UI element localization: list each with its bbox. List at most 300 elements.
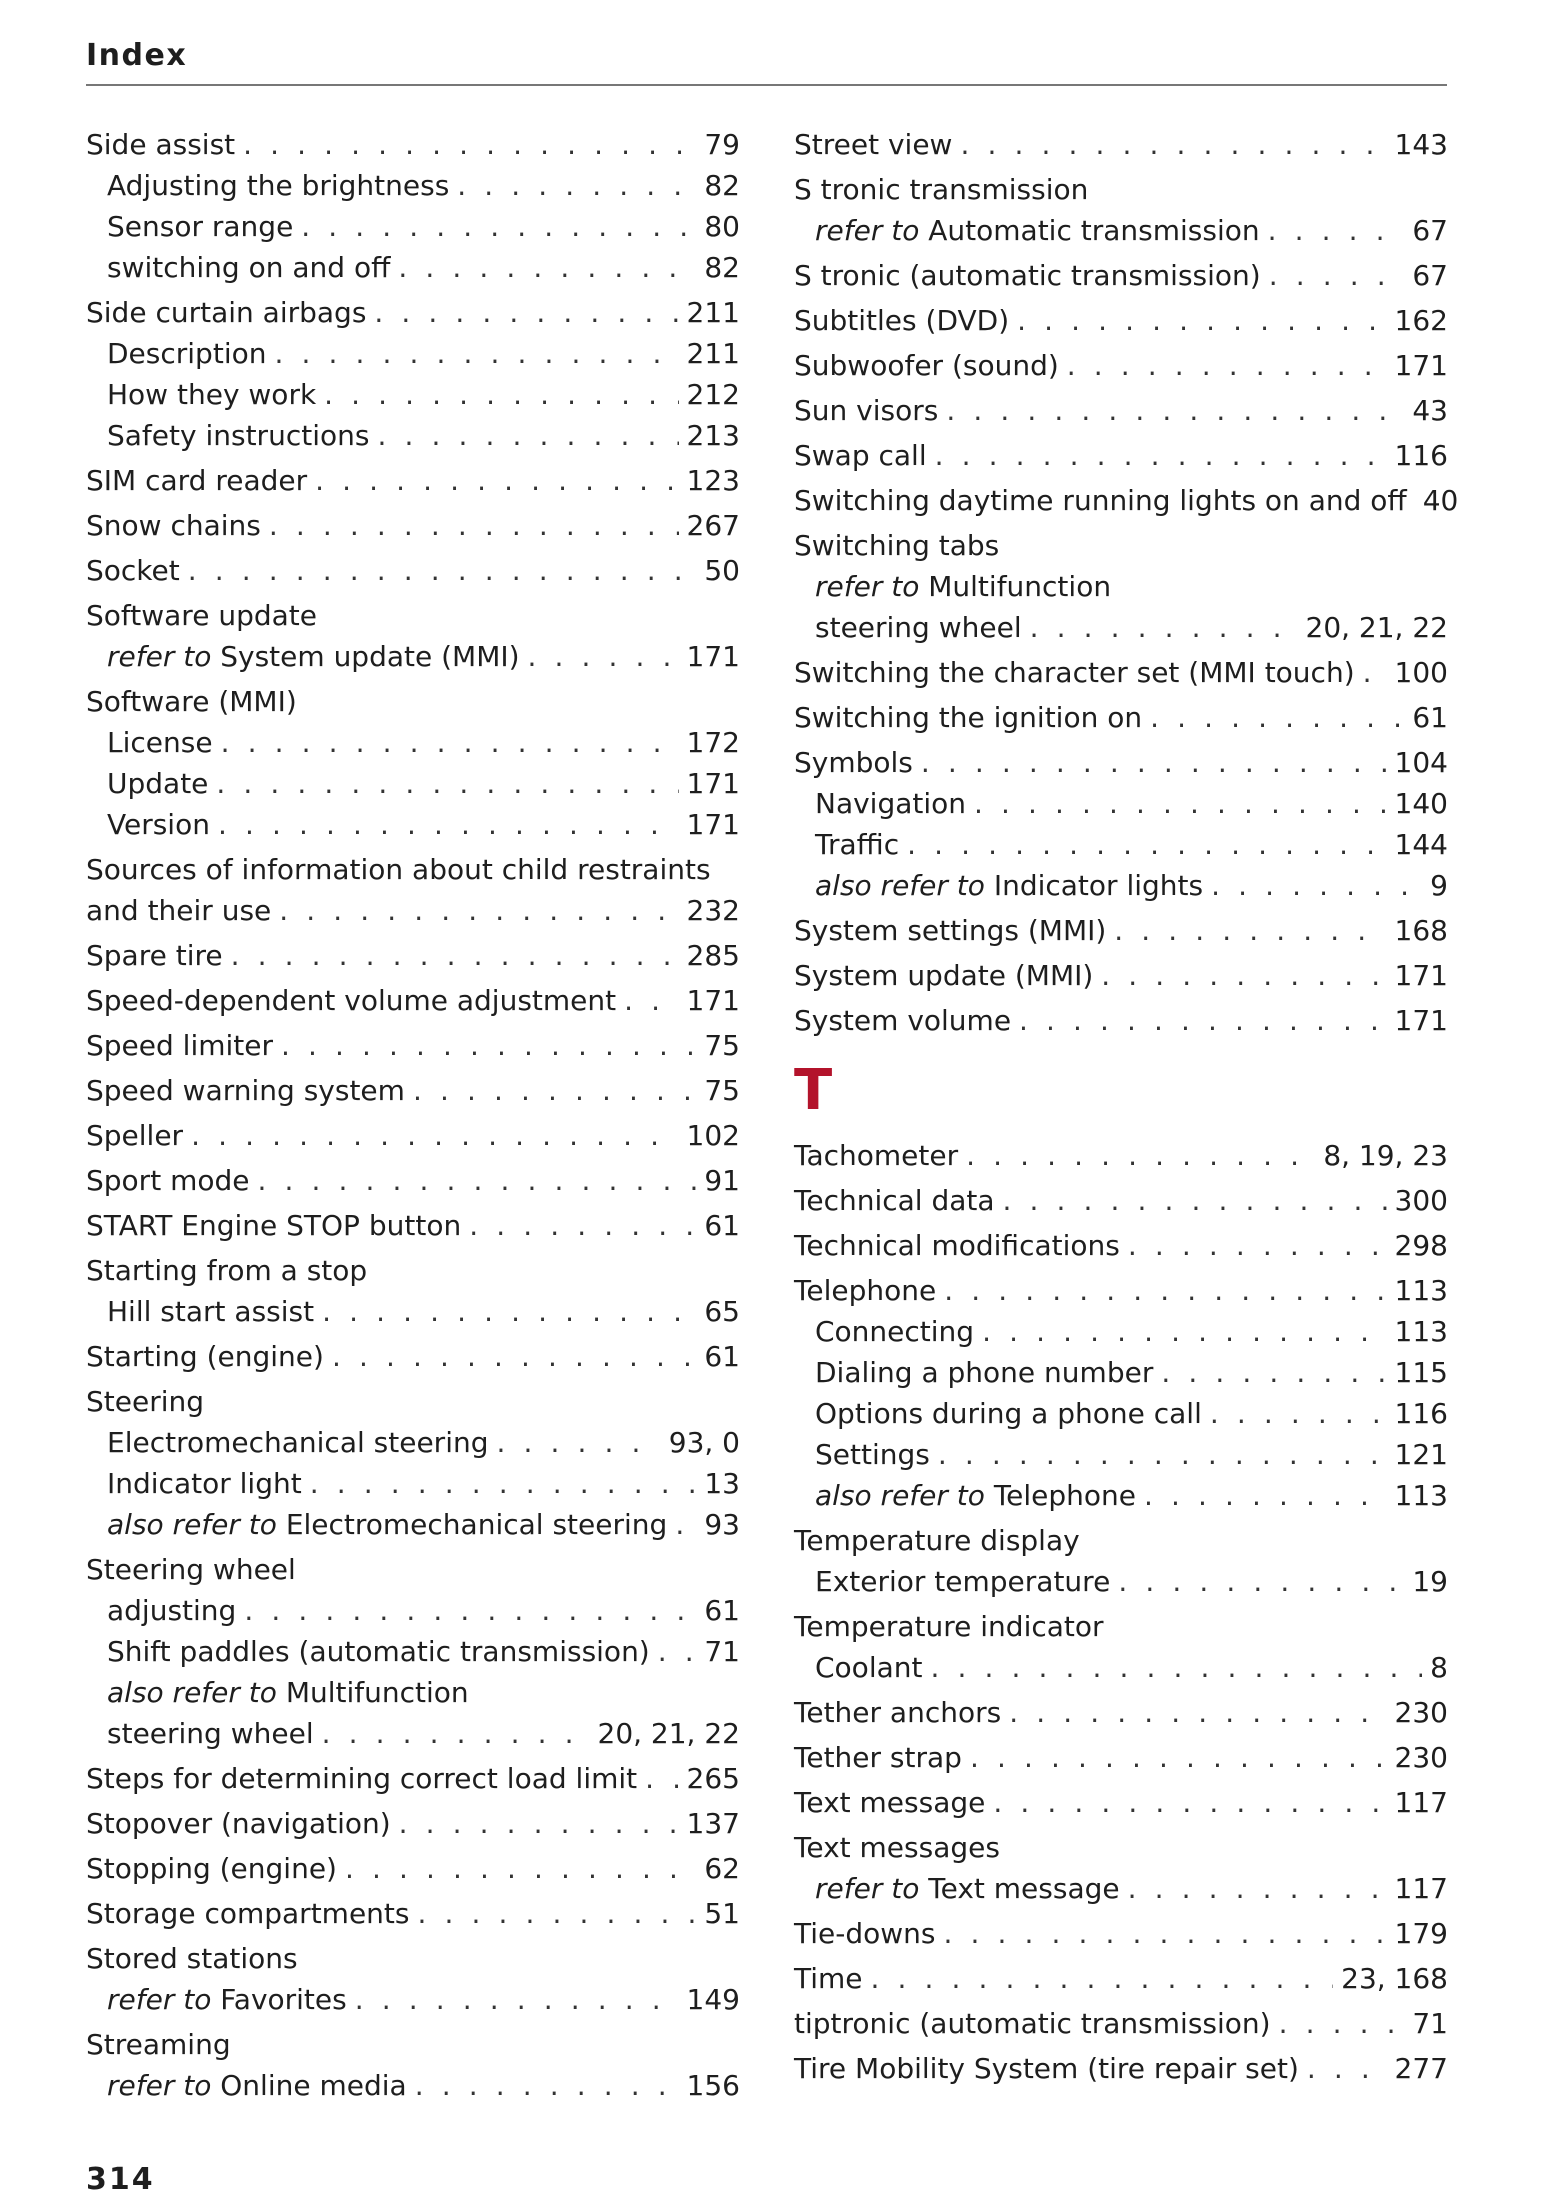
- entry-term-text: Storage compartments: [86, 1897, 410, 1930]
- dot-leader: [944, 1913, 1387, 1954]
- entry-term: [86, 980, 616, 1021]
- dot-leader: [935, 435, 1387, 476]
- page-reference: 9: [1430, 869, 1448, 902]
- dot-leader: [528, 636, 679, 677]
- page-reference: 75: [704, 1029, 740, 1062]
- index-entry: [86, 1025, 740, 1066]
- index-entry: [86, 1631, 740, 1672]
- index-entry: [86, 2024, 740, 2065]
- dot-leader: [624, 980, 678, 1021]
- entry-cross-reference: refer to: [815, 1872, 920, 1905]
- index-entry: [86, 1549, 740, 1590]
- dot-leader: [269, 505, 679, 546]
- page-reference: 144: [1394, 828, 1448, 861]
- dot-leader: [345, 1848, 696, 1889]
- entry-term: [815, 1868, 1120, 1909]
- index-entry: [86, 804, 740, 845]
- entry-term-text: Connecting: [815, 1315, 975, 1348]
- entry-term: [815, 607, 1022, 648]
- page-reference: 300: [1394, 1184, 1448, 1217]
- page-reference: 172: [686, 726, 740, 759]
- dot-leader: [355, 1979, 679, 2020]
- entry-term-text: SIM card reader: [86, 464, 308, 497]
- page-number: 314: [86, 2162, 155, 2197]
- dot-leader: [1101, 955, 1386, 996]
- entry-term: [107, 206, 293, 247]
- entry-term-text: License: [107, 726, 213, 759]
- entry-term: [86, 1115, 183, 1156]
- page-reference: 143: [1394, 128, 1448, 161]
- dot-leader: [658, 1631, 697, 1672]
- dot-leader: [218, 804, 679, 845]
- index-entry: [794, 1180, 1448, 1221]
- page-reference: 171: [1394, 959, 1448, 992]
- entry-term-text: Stopover (navigation): [86, 1807, 391, 1840]
- dot-leader: [1279, 2003, 1405, 2044]
- entry-term-text: Starting (engine): [86, 1340, 324, 1373]
- entry-term: [107, 415, 369, 456]
- entry-term-text: Speed limiter: [86, 1029, 274, 1062]
- entry-term: [107, 333, 266, 374]
- dot-leader: [1118, 1561, 1404, 1602]
- page-reference: 19: [1412, 1565, 1448, 1598]
- page-reference: 13: [704, 1467, 740, 1500]
- page-reference: 104: [1394, 746, 1448, 779]
- entry-term: [86, 681, 297, 722]
- dot-leader: [921, 742, 1387, 783]
- dot-leader: [645, 1758, 678, 1799]
- entry-term-text: Traffic: [815, 828, 900, 861]
- entry-term-text: Tie-downs: [794, 1917, 936, 1950]
- entry-term-text: steering wheel: [815, 611, 1022, 644]
- entry-cross-reference: refer to: [815, 214, 920, 247]
- page-reference: 102: [686, 1119, 740, 1152]
- index-entry: [794, 1520, 1448, 1561]
- index-entry: [86, 980, 740, 1021]
- page-reference: 171: [686, 767, 740, 800]
- dot-leader: [415, 2065, 679, 2106]
- index-entry: [86, 550, 740, 591]
- entry-term-text: Text message: [928, 1872, 1120, 1905]
- dot-leader: [1114, 910, 1386, 951]
- entry-term: [794, 255, 1261, 296]
- entry-term-text: Time: [794, 1962, 863, 1995]
- page-reference: 211: [686, 296, 740, 329]
- entry-term: [815, 783, 966, 824]
- dot-leader: [457, 165, 696, 206]
- dot-leader: [322, 1713, 590, 1754]
- entry-term-text: Switching the character set (MMI touch): [794, 656, 1355, 689]
- entry-term: [107, 247, 390, 288]
- entry-term-text: Tire Mobility System (tire repair set): [794, 2052, 1299, 2085]
- index-entry: [86, 1160, 740, 1201]
- page-reference: 121: [1394, 1438, 1448, 1471]
- entry-term-text: Swap call: [794, 439, 927, 472]
- page-reference: 171: [1394, 1004, 1448, 1037]
- index-entry: [86, 460, 740, 501]
- entry-term-text: S tronic transmission: [794, 173, 1089, 206]
- entry-term: [794, 1520, 1080, 1561]
- entry-term: [86, 1893, 410, 1934]
- dot-leader: [930, 1647, 1422, 1688]
- entry-term-text: Hill start assist: [107, 1295, 315, 1328]
- entry-term: [794, 1692, 1001, 1733]
- page-reference: 116: [1394, 439, 1448, 472]
- index-entry: [86, 292, 740, 333]
- entry-term-text: Technical modifications: [794, 1229, 1120, 1262]
- entry-term-text: Side assist: [86, 128, 236, 161]
- dot-leader: [1019, 1000, 1387, 1041]
- entry-term: [815, 566, 1111, 607]
- index-entry: [794, 697, 1448, 738]
- entry-term-text: adjusting: [107, 1594, 237, 1627]
- entry-term: [86, 1381, 204, 1422]
- entry-term: [794, 652, 1355, 693]
- index-entry: [794, 1913, 1448, 1954]
- index-entry: [86, 1463, 740, 1504]
- entry-term-text: Version: [107, 808, 210, 841]
- dot-leader: [257, 1160, 696, 1201]
- index-entry: [86, 1070, 740, 1111]
- entry-term: [86, 1549, 296, 1590]
- page-reference: 140: [1394, 787, 1448, 820]
- section-letter-t: T: [794, 1058, 833, 1123]
- page-reference: 298: [1394, 1229, 1448, 1262]
- index-entry: [86, 636, 740, 677]
- index-entry: [794, 865, 1448, 906]
- entry-cross-reference: refer to: [107, 1983, 212, 2016]
- page-reference: 117: [1394, 1872, 1448, 1905]
- page-reference: 171: [686, 984, 740, 1017]
- page-reference: 230: [1394, 1696, 1448, 1729]
- entry-term: [794, 955, 1093, 996]
- index-entry: [86, 505, 740, 546]
- dot-leader: [413, 1070, 696, 1111]
- index-entry: [86, 1381, 740, 1422]
- dot-leader: [993, 1782, 1386, 1823]
- entry-term: [794, 2003, 1271, 2044]
- page-reference: 75: [704, 1074, 740, 1107]
- entry-term-text: Switching daytime running lights on and off: [794, 484, 1407, 517]
- entry-term-text: Coolant: [815, 1651, 923, 1684]
- entry-term: [794, 1958, 863, 1999]
- entry-term-text: and their use: [86, 894, 272, 927]
- index-entry: [86, 247, 740, 288]
- index-entry: [86, 1979, 740, 2020]
- index-entry: [794, 255, 1448, 296]
- index-entry: [794, 1827, 1448, 1868]
- index-entry: [86, 1336, 740, 1377]
- index-entry: [794, 1561, 1448, 1602]
- dot-leader: [310, 1463, 697, 1504]
- dot-leader: [281, 1025, 696, 1066]
- index-entry: [794, 910, 1448, 951]
- index-entry: [794, 345, 1448, 386]
- entry-term: [107, 722, 213, 763]
- dot-leader: [871, 1958, 1334, 1999]
- entry-term-text: START Engine STOP button: [86, 1209, 462, 1242]
- index-entry: [794, 1434, 1448, 1475]
- entry-term-text: Street view: [794, 128, 953, 161]
- entry-term-text: Exterior temperature: [815, 1565, 1111, 1598]
- page-reference: 285: [686, 939, 740, 972]
- page-reference: 117: [1394, 1786, 1448, 1819]
- index-entry: [86, 1672, 740, 1713]
- page-reference: 232: [686, 894, 740, 927]
- entry-term: [107, 1713, 314, 1754]
- header-rule: [86, 84, 1447, 86]
- entry-cross-reference: refer to: [815, 570, 920, 603]
- running-header: Index: [86, 38, 188, 73]
- index-entry: [86, 124, 740, 165]
- page-reference: 62: [704, 1852, 740, 1885]
- index-entry: [794, 1000, 1448, 1041]
- entry-term: [86, 1938, 298, 1979]
- entry-term-text: steering wheel: [107, 1717, 314, 1750]
- page-reference: 61: [704, 1209, 740, 1242]
- entry-term: [794, 435, 927, 476]
- entry-term-text: tiptronic (automatic transmission): [794, 2007, 1271, 2040]
- entry-term: [86, 935, 223, 976]
- page-reference: 93: [704, 1508, 740, 1541]
- entry-term: [815, 1352, 1153, 1393]
- page-reference: 91: [704, 1164, 740, 1197]
- index-entry: [794, 124, 1448, 165]
- index-entry: [794, 390, 1448, 431]
- index-entry: [794, 652, 1448, 693]
- entry-term-text: Temperature indicator: [794, 1610, 1104, 1643]
- entry-term: [794, 1913, 936, 1954]
- index-column-right: [794, 124, 1459, 2089]
- dot-leader: [1269, 255, 1405, 296]
- page-reference: 171: [1394, 349, 1448, 382]
- entry-term-text: Shift paddles (automatic transmission): [107, 1635, 650, 1668]
- dot-leader: [279, 890, 678, 931]
- dot-leader: [301, 206, 696, 247]
- dot-leader: [1144, 1475, 1387, 1516]
- page-reference: 71: [704, 1635, 740, 1668]
- dot-leader: [1307, 2048, 1387, 2089]
- page-reference: 8: [1430, 1651, 1448, 1684]
- entry-term: [794, 1827, 1000, 1868]
- dot-leader: [191, 1115, 678, 1156]
- entry-term-text: Speller: [86, 1119, 184, 1152]
- page-reference: 80: [704, 210, 740, 243]
- entry-term-text: Dialing a phone number: [815, 1356, 1154, 1389]
- entry-term-text: Multifunction: [285, 1676, 469, 1709]
- index-entry: [794, 1737, 1448, 1778]
- page-reference: 277: [1394, 2052, 1448, 2085]
- page-reference: 113: [1394, 1479, 1448, 1512]
- entry-term: [815, 210, 1260, 251]
- page-reference: 61: [1412, 701, 1448, 734]
- dot-leader: [497, 1422, 661, 1463]
- entry-cross-reference: also refer to: [815, 1479, 985, 1512]
- page-reference: 171: [686, 640, 740, 673]
- entry-term-text: Adjusting the brightness: [107, 169, 450, 202]
- dot-leader: [966, 1135, 1315, 1176]
- entry-term-text: Snow chains: [86, 509, 261, 542]
- dot-leader: [982, 1311, 1386, 1352]
- entry-term: [794, 1782, 985, 1823]
- index-entry: [794, 607, 1448, 648]
- entry-term-text: Steps for determining correct load limit: [86, 1762, 638, 1795]
- index-entry: [794, 435, 1448, 476]
- entry-term-text: System settings (MMI): [794, 914, 1107, 947]
- entry-term-text: System update (MMI): [794, 959, 1094, 992]
- dot-leader: [1017, 300, 1386, 341]
- index-entry: [86, 1893, 740, 1934]
- entry-term: [107, 1422, 489, 1463]
- index-entry: [86, 1758, 740, 1799]
- entry-term: [86, 1205, 461, 1246]
- entry-term: [794, 345, 1059, 386]
- entry-term-text: Speed warning system: [86, 1074, 405, 1107]
- entry-term: [86, 292, 366, 333]
- entry-term-text: Multifunction: [928, 570, 1112, 603]
- dot-leader: [332, 1336, 696, 1377]
- entry-term-text: Sport mode: [86, 1164, 250, 1197]
- dot-leader: [1030, 607, 1298, 648]
- page-reference: 267: [686, 509, 740, 542]
- dot-leader: [1067, 345, 1387, 386]
- index-entry: [794, 300, 1448, 341]
- page-reference: 211: [686, 337, 740, 370]
- index-entry: [86, 165, 740, 206]
- dot-leader: [418, 1893, 697, 1934]
- dot-leader: [974, 783, 1387, 824]
- index-entry: [794, 1135, 1448, 1176]
- page-reference: 50: [704, 554, 740, 587]
- dot-leader: [1009, 1692, 1386, 1733]
- entry-term: [86, 1803, 391, 1844]
- entry-term-text: Speed-dependent volume adjustment: [86, 984, 617, 1017]
- entry-term-text: Switching tabs: [794, 529, 1000, 562]
- entry-term: [107, 1504, 667, 1545]
- index-entry: [794, 566, 1448, 607]
- entry-term: [794, 525, 999, 566]
- entry-term: [794, 1606, 1104, 1647]
- entry-cross-reference: also refer to: [107, 1508, 277, 1541]
- page-reference: 265: [686, 1762, 740, 1795]
- entry-term: [794, 2048, 1299, 2089]
- entry-term: [86, 890, 271, 931]
- index-group-s: [794, 124, 1459, 1041]
- entry-term-text: Text message: [794, 1786, 986, 1819]
- page-reference: 79: [704, 128, 740, 161]
- dot-leader: [243, 124, 696, 165]
- dot-leader: [399, 1803, 679, 1844]
- page-reference: 8, 19, 23: [1323, 1139, 1448, 1172]
- index-entry: [794, 169, 1448, 210]
- entry-term-text: Stored stations: [86, 1942, 298, 1975]
- entry-term: [107, 1463, 302, 1504]
- entry-term: [794, 480, 1407, 521]
- index-entry: [86, 1205, 740, 1246]
- entry-term-text: Switching the ignition on: [794, 701, 1143, 734]
- entry-term: [107, 1291, 314, 1332]
- index-entry: [86, 333, 740, 374]
- dot-leader: [324, 374, 678, 415]
- entry-term: [107, 165, 449, 206]
- page-reference: 65: [704, 1295, 740, 1328]
- entry-term-text: Sun visors: [794, 394, 939, 427]
- index-entry: [794, 1958, 1448, 1999]
- index-entry: [794, 1692, 1448, 1733]
- entry-term-text: Text messages: [794, 1831, 1000, 1864]
- index-entry: [794, 742, 1448, 783]
- dot-leader: [675, 1504, 696, 1545]
- page-reference: 113: [1394, 1315, 1448, 1348]
- page-reference: 115: [1394, 1356, 1448, 1389]
- page-reference: 51: [704, 1897, 740, 1930]
- dot-leader: [374, 292, 678, 333]
- entry-term-text: Electromechanical steering: [107, 1426, 489, 1459]
- entry-term: [86, 1848, 337, 1889]
- entry-term-text: Starting from a stop: [86, 1254, 368, 1287]
- entry-term-text: Telephone: [794, 1274, 937, 1307]
- entry-term-text: Electromechanical steering: [285, 1508, 668, 1541]
- entry-term: [86, 1025, 273, 1066]
- entry-term-text: Technical data: [794, 1184, 995, 1217]
- page-reference: 100: [1394, 656, 1448, 689]
- page-reference: 67: [1412, 214, 1448, 247]
- entry-term: [107, 763, 208, 804]
- entry-term-text: System volume: [794, 1004, 1012, 1037]
- entry-term-text: Tachometer: [794, 1139, 959, 1172]
- page-reference: 82: [704, 169, 740, 202]
- entry-term: [107, 1631, 650, 1672]
- entry-term-text: Sensor range: [107, 210, 294, 243]
- page-reference: 212: [686, 378, 740, 411]
- entry-term: [794, 1225, 1120, 1266]
- page-reference: 61: [704, 1340, 740, 1373]
- entry-term: [815, 1311, 974, 1352]
- page-reference: 162: [1394, 304, 1448, 337]
- dot-leader: [1150, 697, 1404, 738]
- entry-term-text: Side curtain airbags: [86, 296, 367, 329]
- entry-term: [815, 1561, 1110, 1602]
- entry-term: [794, 1180, 995, 1221]
- index-entry: [794, 210, 1448, 251]
- index-entry: [86, 1291, 740, 1332]
- dot-leader: [231, 935, 679, 976]
- index-entry: [86, 935, 740, 976]
- page-reference: 116: [1394, 1397, 1448, 1430]
- entry-term: [86, 1758, 637, 1799]
- dot-leader: [274, 333, 678, 374]
- index-entry: [794, 1475, 1448, 1516]
- dot-leader: [322, 1291, 696, 1332]
- entry-term: [794, 1135, 958, 1176]
- entry-term: [794, 124, 952, 165]
- index-entry: [86, 2065, 740, 2106]
- page-reference: 40: [1422, 484, 1459, 517]
- entry-term: [794, 910, 1106, 951]
- dot-leader: [938, 1434, 1387, 1475]
- dot-leader: [221, 722, 679, 763]
- dot-leader: [970, 1737, 1387, 1778]
- page-reference: 149: [686, 1983, 740, 2016]
- index-entry: [794, 1647, 1448, 1688]
- entry-term: [794, 1270, 936, 1311]
- entry-term-text: Software update: [86, 599, 317, 632]
- dot-leader: [398, 247, 696, 288]
- entry-term-text: Favorites: [220, 1983, 347, 2016]
- dot-leader: [377, 415, 678, 456]
- entry-term: [86, 1160, 249, 1201]
- index-entry: [794, 1311, 1448, 1352]
